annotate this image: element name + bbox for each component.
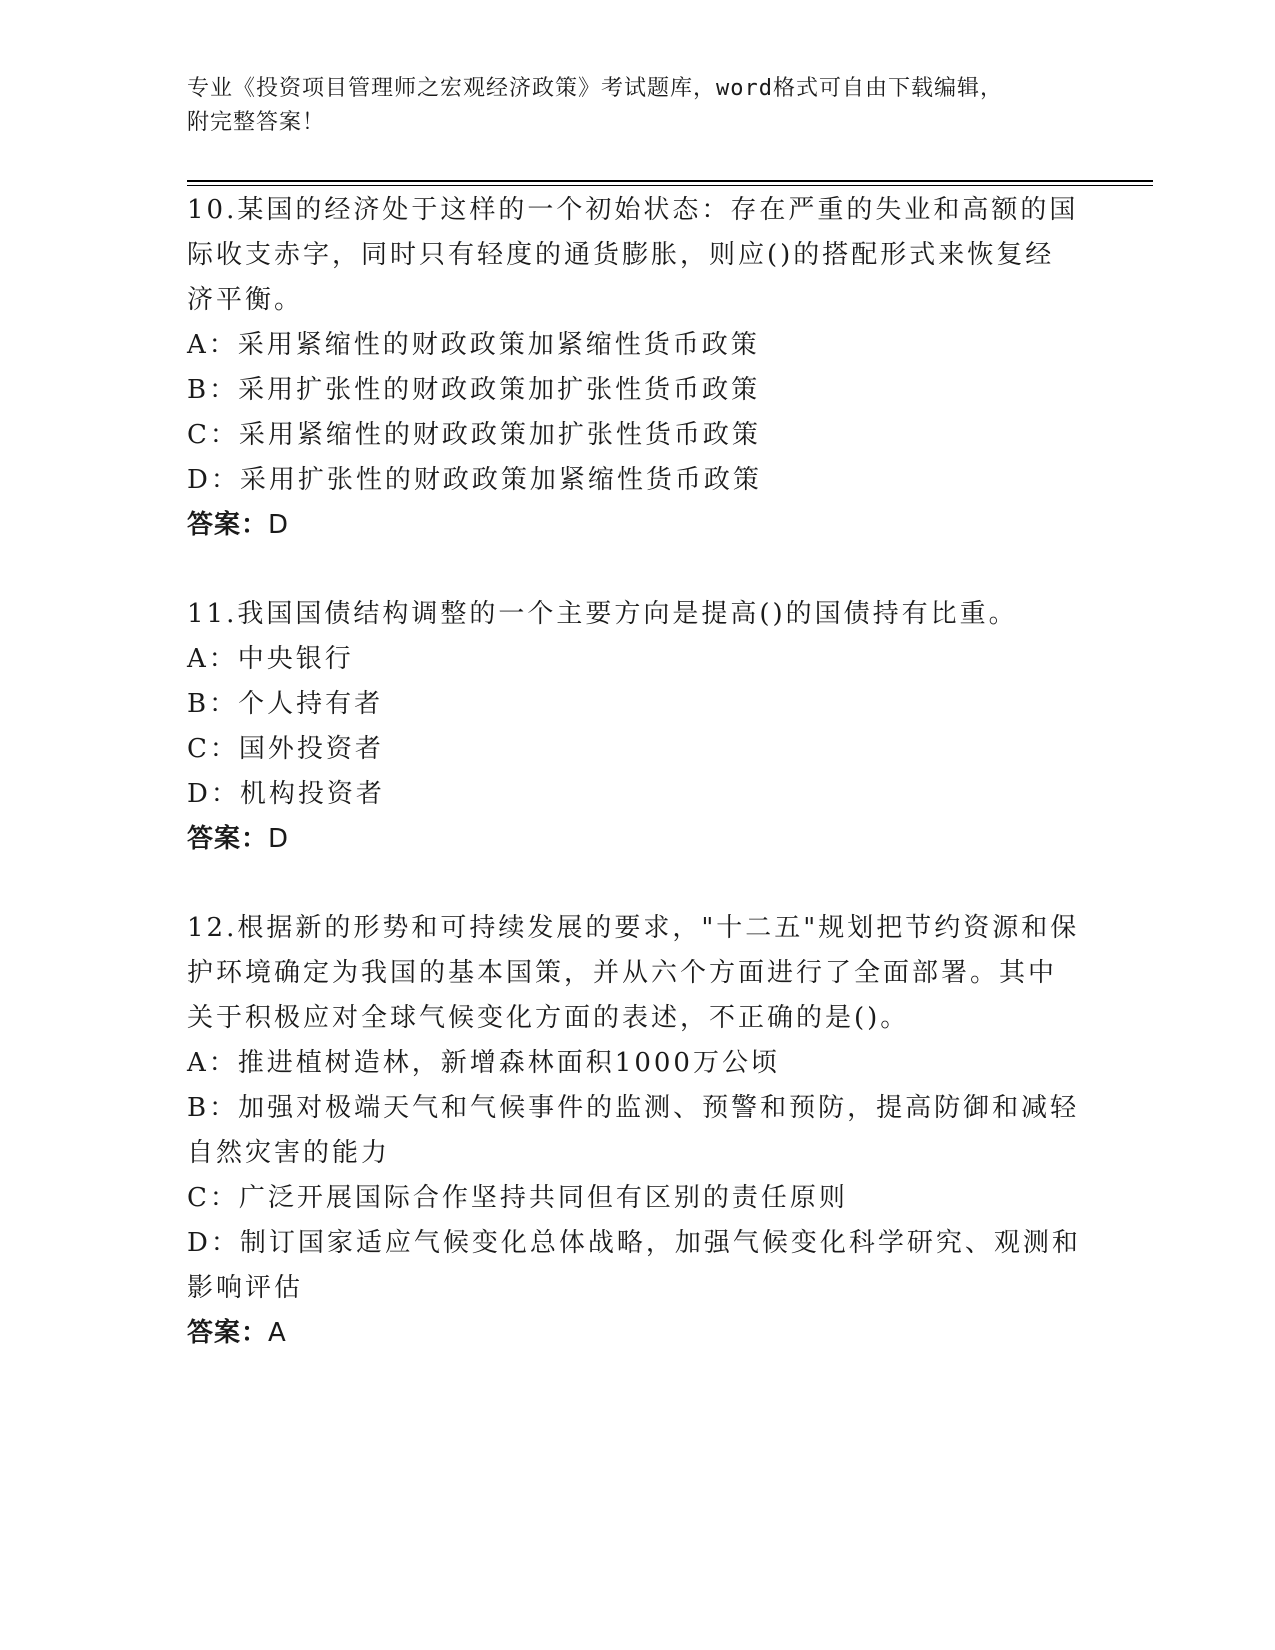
header-divider-thin [187, 185, 1153, 186]
option-b-continued: 自然灾害的能力 [187, 1138, 391, 1168]
question-10 [187, 188, 1087, 548]
question-stem-line: 10.某国的经济处于这样的一个初始状态：存在严重的失业和高额的国 [187, 195, 1079, 225]
option-d: D：采用扩张性的财政政策加紧缩性货币政策 [187, 465, 762, 495]
answer-line [187, 1311, 1087, 1356]
question-list [187, 188, 1087, 1356]
question-stem-line: 12.根据新的形势和可持续发展的要求，"十二五"规划把节约资源和保 [187, 913, 1080, 943]
option-a: A：采用紧缩性的财政政策加紧缩性货币政策 [187, 330, 760, 360]
option-d-continued: 影响评估 [187, 1273, 304, 1303]
option-b: B：加强对极端天气和气候事件的监测、预警和预防，提高防御和减轻 [187, 1093, 1080, 1123]
question-stem-line: 护环境确定为我国的基本国策，并从六个方面进行了全面部署。其中 [187, 958, 1058, 988]
option-a: A：中央银行 [187, 644, 354, 674]
question-spacer [187, 548, 1087, 592]
header-line-2: 附完整答案！ [187, 110, 326, 135]
question-spacer [187, 862, 1087, 906]
option-c: C：采用紧缩性的财政政策加扩张性货币政策 [187, 420, 761, 450]
option-b: B：采用扩张性的财政政策加扩张性货币政策 [187, 375, 761, 405]
option-a: A：推进植树造林，新增森林面积1000万公顷 [187, 1048, 780, 1078]
answer-label: 答案： [187, 824, 269, 854]
option-b: B：个人持有者 [187, 689, 384, 719]
question-11 [187, 592, 1087, 862]
header-divider-thick [187, 180, 1153, 182]
answer-line [187, 503, 1087, 548]
answer-value: D [268, 824, 290, 854]
answer-label: 答案： [187, 1318, 269, 1348]
option-d: D：制订国家适应气候变化总体战略，加强气候变化科学研究、观测和 [187, 1228, 1081, 1258]
question-stem-line: 11.我国国债结构调整的一个主要方向是提高()的国债持有比重。 [187, 599, 1018, 629]
answer-label: 答案： [187, 510, 269, 540]
question-stem-line: 关于积极应对全球气候变化方面的表述，不正确的是()。 [187, 1003, 910, 1033]
document-header [187, 72, 1067, 140]
question-stem-line: 际收支赤字，同时只有轻度的通货膨胀，则应()的搭配形式来恢复经 [187, 240, 1055, 270]
answer-value: A [268, 1318, 287, 1348]
option-d: D：机构投资者 [187, 779, 385, 809]
option-c: C：国外投资者 [187, 734, 384, 764]
answer-line [187, 817, 1087, 862]
option-c: C：广泛开展国际合作坚持共同但有区别的责任原则 [187, 1183, 848, 1213]
question-stem-line: 济平衡。 [187, 285, 304, 315]
question-12 [187, 906, 1087, 1356]
header-line-1: 专业《投资项目管理师之宏观经济政策》考试题库，word格式可自由下载编辑， [187, 76, 1003, 101]
answer-value: D [268, 510, 290, 540]
